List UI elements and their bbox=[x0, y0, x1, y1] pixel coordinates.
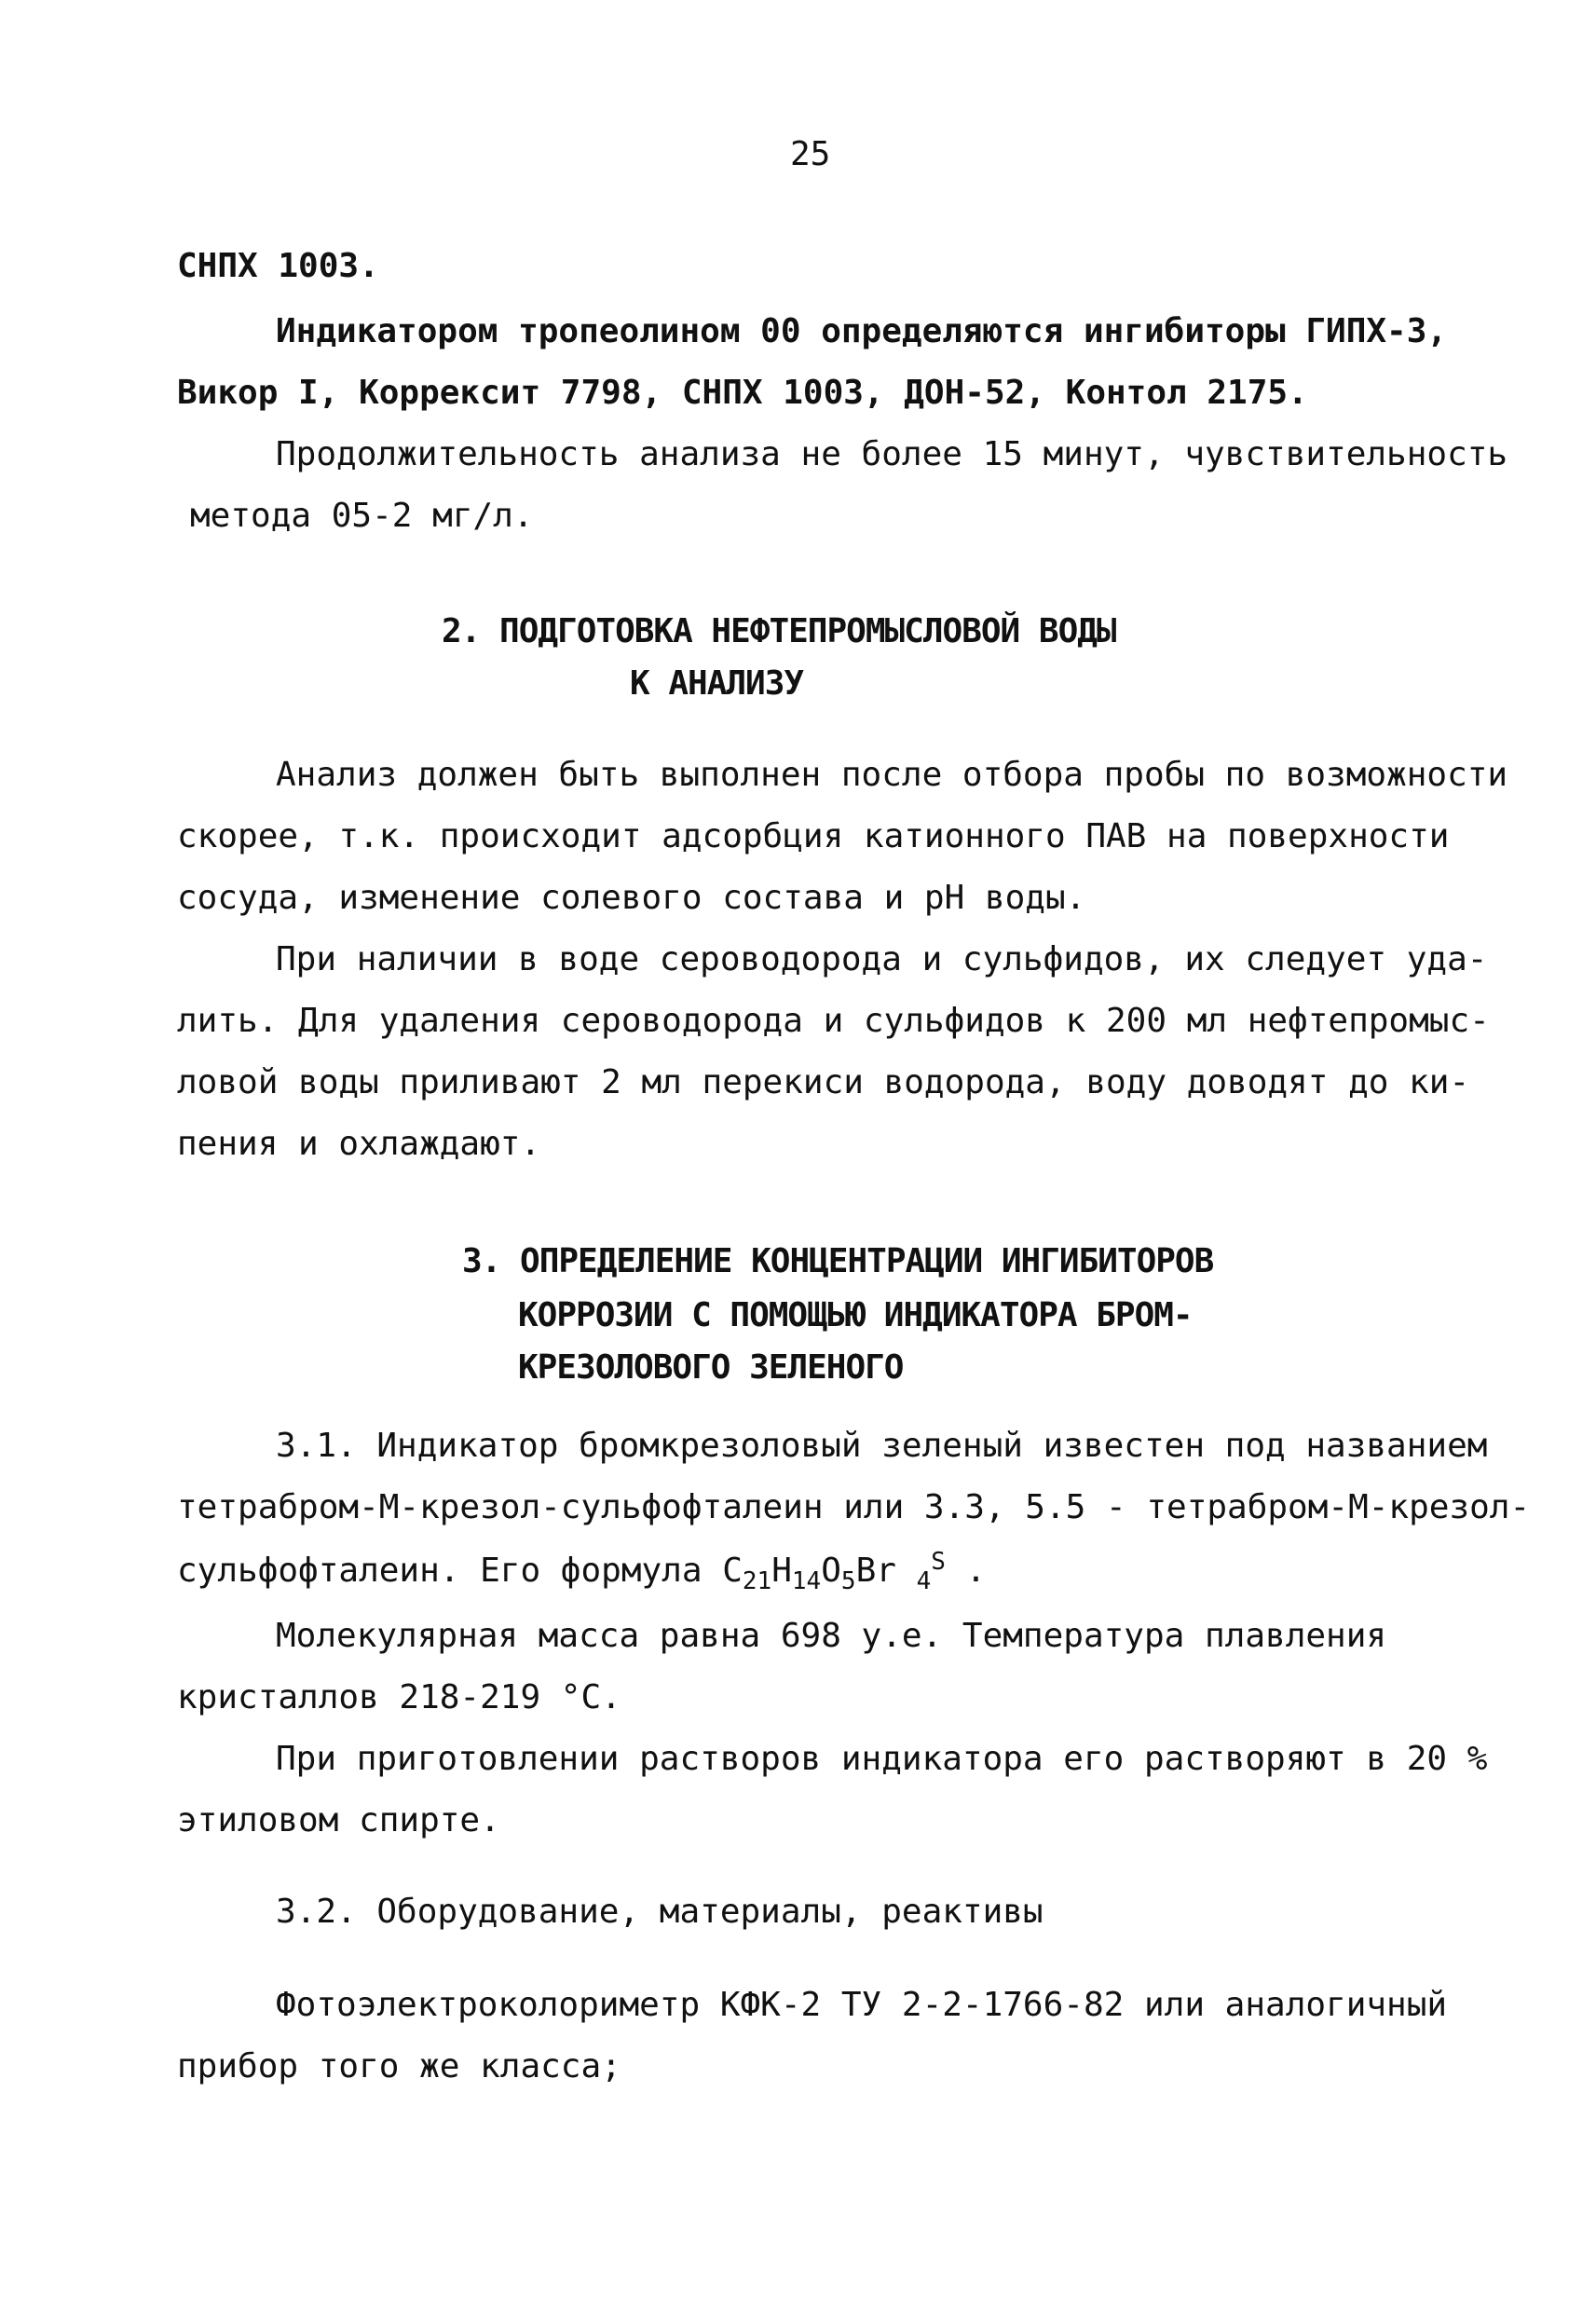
section-2-paragraph1-line3: сосуда, изменение солевого состава и pH воды. bbox=[177, 879, 1086, 917]
section-2-paragraph1-line1: Анализ должен быть выполнен после отбора пробы по возможности bbox=[276, 756, 1508, 794]
formula-prefix: сульфофталеин. Его формула bbox=[177, 1552, 703, 1590]
paragraph-indicator-tropeolin-line2: Викор I, Коррексит 7798, СНПХ 1003, ДОН-52, Контол 2175. bbox=[177, 374, 1308, 412]
paragraph-snpkh: СНПХ 1003. bbox=[177, 247, 379, 285]
paragraph-duration-line1: Продолжительность анализа не более 15 минут, чувствительность bbox=[276, 435, 1508, 473]
section-2-title-line1: 2. ПОДГОТОВКА НЕФТЕПРОМЫСЛОВОЙ ВОДЫ bbox=[442, 612, 1116, 650]
section-2-title-line2: К АНАЛИЗУ bbox=[630, 664, 804, 703]
section-2-paragraph1-line2: скорее, т.к. происходит адсорбция катионного ПАВ на поверхности bbox=[177, 817, 1450, 855]
section-2-paragraph2-line3: ловой воды приливают 2 мл перекиси водорода, воду доводят до ки- bbox=[177, 1063, 1470, 1101]
section-3-title-line2: КОРРОЗИИ С ПОМОЩЬЮ ИНДИКАТОРА БРОМ- bbox=[518, 1296, 1193, 1334]
section-3-2-title: 3.2. Оборудование, материалы, реактивы bbox=[276, 1893, 1044, 1931]
formula-line bbox=[177, 1548, 987, 1596]
section-2-paragraph2-line2: лить. Для удаления сероводорода и сульфидов к 200 мл нефтепромыс- bbox=[177, 1002, 1490, 1040]
section-2-paragraph2-line1: При наличии в воде сероводорода и сульфидов, их следует уда- bbox=[276, 940, 1488, 978]
paragraph-indicator-tropeolin-line1: Индикатором тропеолином 00 определяются ингибиторы ГИПХ-3, bbox=[276, 312, 1448, 350]
chemical-formula: $C_{21}H_{14}O_5Br$ $_4^S$ bbox=[722, 1548, 946, 1596]
indicator-preparation-line1: При приготовлении растворов индикатора его растворяют в 20 % bbox=[276, 1740, 1488, 1778]
section-3-title-line3: КРЕЗОЛОВОГО ЗЕЛЕНОГО bbox=[518, 1348, 904, 1387]
equipment-item-line1: Фотоэлектроколориметр КФК-2 ТУ 2-2-1766-82 или аналогичный bbox=[276, 1986, 1448, 2024]
section-3-title-line1: 3. ОПРЕДЕЛЕНИЕ КОНЦЕНТРАЦИИ ИНГИБИТОРОВ bbox=[462, 1242, 1214, 1280]
molecular-mass-line2: кристаллов 218-219 °С. bbox=[177, 1678, 621, 1716]
section-2-paragraph2-line4: пения и охлаждают. bbox=[177, 1125, 541, 1163]
equipment-item-line2: прибор того же класса; bbox=[177, 2047, 621, 2085]
page-number: 25 bbox=[790, 135, 831, 173]
section-3-1-line1: 3.1. Индикатор бромкрезоловый зеленый известен под названием bbox=[276, 1427, 1488, 1465]
indicator-preparation-line2: этиловом спирте. bbox=[177, 1801, 500, 1839]
section-3-1-line2: тетрабром-М-крезол-сульфофталеин или 3.3, 5.5 - тетрабром-М-крезол- bbox=[177, 1488, 1531, 1526]
molecular-mass-line1: Молекулярная масса равна 698 у.е. Температура плавления bbox=[276, 1617, 1387, 1655]
paragraph-duration-line2: метода 05-2 мг/л. bbox=[190, 497, 534, 535]
formula-end: . bbox=[965, 1552, 987, 1590]
